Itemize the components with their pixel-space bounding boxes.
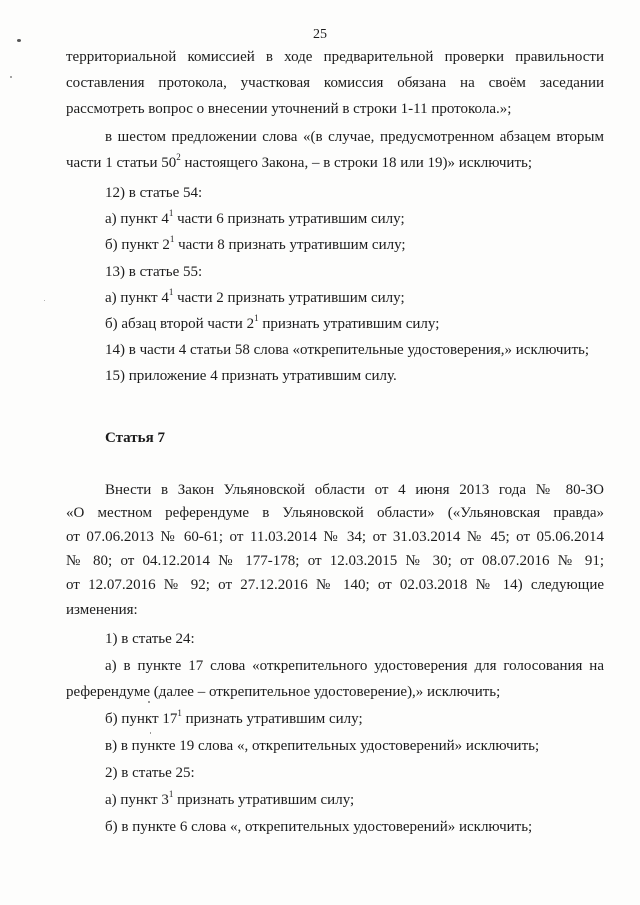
text-line: изменения: (66, 602, 138, 618)
text-line: в) в пункте 19 слова «, открепительных удостоверений» исключить; (105, 738, 540, 754)
text-line: от 07.06.2013 № 60-61; от 11.03.2014 № 34; от 31.03.2014 № 45; от 05.06.2014 (66, 529, 604, 545)
text-line: Внести в Закон Ульяновской области от 4 июня 2013 года № 80-ЗО (105, 482, 604, 498)
scan-speck (10, 76, 12, 78)
page-number: 25 (313, 27, 327, 42)
scan-speck (148, 701, 150, 703)
text-line: части 1 статьи $50^2$ настоящего Закона, – в строки 18 или 19)» исключить; (66, 152, 533, 171)
text-line: № 80; от 04.12.2014 № 177-178; от 12.03.2015 № 30; от 08.07.2016 № 91; (66, 553, 604, 569)
text-line: референдуме (далее – открепительное удостоверение),» исключить; (66, 684, 501, 700)
text-line: а) пункт $4^1$ части 2 признать утратившим силу; (105, 287, 405, 306)
text-line: 12) в статье 54: (105, 185, 203, 201)
text-line: территориальной комиссией в ходе предварительной проверки правильности (66, 49, 604, 65)
text-line: 1) в статье 24: (105, 631, 195, 647)
text-line: 13) в статье 55: (105, 264, 203, 280)
text-line: а) пункт $3^1$ признать утратившим силу; (105, 789, 355, 808)
text-line: 2) в статье 25: (105, 765, 195, 781)
text-line: 15) приложение 4 признать утратившим силу. (105, 368, 397, 384)
scan-speck (17, 39, 21, 42)
text-line: б) пункт $2^1$ части 8 признать утратившим силу; (105, 234, 406, 253)
text-line: 14) в части 4 статьи 58 слова «открепительные удостоверения,» исключить; (105, 342, 590, 358)
text-line: составления протокола, участковая комиссия обязана на своём заседании (66, 75, 604, 91)
text-line: б) пункт $17^1$ признать утратившим силу; (105, 708, 363, 727)
scan-speck (44, 300, 45, 301)
text-line: б) в пункте 6 слова «, открепительных удостоверений» исключить; (105, 819, 533, 835)
text-line: а) в пункте 17 слова «открепительного удостоверения для голосования на (105, 658, 604, 674)
text-line: «О местном референдуме в Ульяновской области» («Ульяновская правда» (66, 505, 604, 521)
scan-speck (150, 732, 151, 734)
text-line: от 12.07.2016 № 92; от 27.12.2016 № 140; от 02.03.2018 № 14) следующие (66, 577, 604, 593)
text-line: рассмотреть вопрос о внесении уточнений в строки 1-11 протокола.»; (66, 101, 512, 117)
text-line: а) пункт $4^1$ части 6 признать утратившим силу; (105, 208, 405, 227)
article-heading: Статья 7 (105, 430, 165, 446)
text-line: б) абзац второй части $2^1$ признать утратившим силу; (105, 313, 440, 332)
text-line: в шестом предложении слова «(в случае, предусмотренном абзацем вторым (105, 129, 604, 145)
